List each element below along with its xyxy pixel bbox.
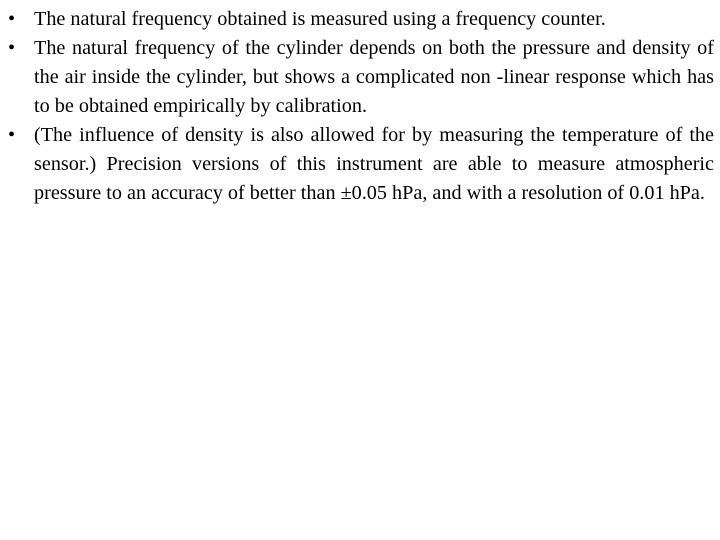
bullet-item-frequency-counter	[8, 5, 714, 34]
bullet-text: The natural frequency obtained is measured using a frequency counter.	[34, 8, 606, 30]
bullet-marker: •	[8, 124, 16, 146]
bullet-text: The natural frequency of the cylinder depends on both the pressure and density of the air inside the cylinder, but shows a complicated non -linear response which has to be obtained empirically by calibration.	[34, 37, 714, 117]
bullet-marker: •	[8, 8, 16, 30]
bullet-item-precision	[8, 121, 714, 208]
bullet-marker: •	[8, 37, 16, 59]
bullet-text: (The influence of density is also allowed for by measuring the temperature of the sensor.) Precision versions of this instrument are able to measure atmospheric pressure to an accuracy of better than ±0.05 hPa, and with a resolution of 0.01 hPa.	[34, 124, 714, 204]
bullet-item-pressure-density	[8, 34, 714, 121]
bullet-list	[8, 5, 714, 208]
